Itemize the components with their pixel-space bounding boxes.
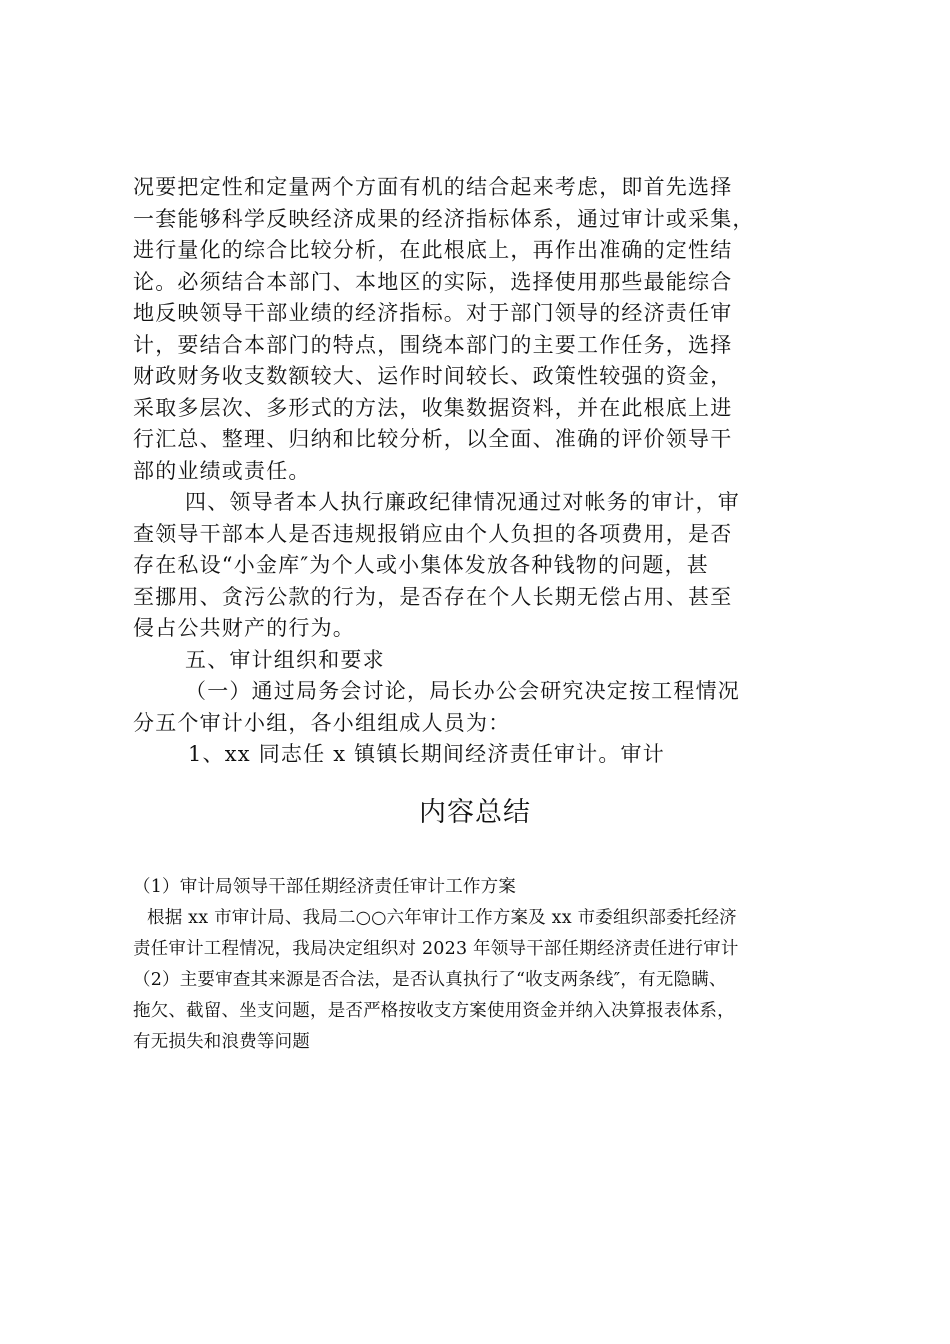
body-line: 采取多层次、多形式的方法，收集数据资料，并在此根底上进 xyxy=(133,395,733,420)
summary-line: （2）主要审查其来源是否合法，是否认真执行了“收支两条线″，有无隐瞒、 xyxy=(133,970,727,990)
summary-line: 有无损失和浪费等问题 xyxy=(133,1032,310,1052)
body-line: 一套能够科学反映经济成果的经济指标体系，通过审计或采集， xyxy=(133,206,755,231)
body-line: 部的业绩或责任。 xyxy=(133,458,311,483)
body-line: 进行量化的综合比较分析，在此根底上，再作出准确的定性结 xyxy=(133,238,733,262)
body-line: 查领导干部本人是否违规报销应由个人负担的各项费用，是否 xyxy=(133,521,733,546)
body-line: 况要把定性和定量两个方面有机的结合起来考虑，即首先选择 xyxy=(133,175,733,199)
body-line: 财政财务收支数额较大、运作时间较长、政策性较强的资金， xyxy=(133,364,733,388)
summary-section xyxy=(133,872,833,1058)
summary-line: （1）审计局领导干部任期经济责任审计工作方案 xyxy=(133,877,517,897)
body-line: 行汇总、整理、归纳和比较分析，以全面、准确的评价领导干 xyxy=(133,427,733,451)
body-line: 侵占公共财产的行为。 xyxy=(133,616,355,640)
body-line: 计，要结合本部门的特点，围绕本部门的主要工作任务，选择 xyxy=(133,332,733,357)
subsection-one-line: （一）通过局务会讨论，局长办公会研究决定按工程情况 xyxy=(185,679,740,703)
summary-line: 拖欠、截留、坐支问题，是否严格按收支方案使用资金并纳入决算报表体系， xyxy=(133,1001,735,1021)
body-text xyxy=(133,172,833,771)
body-line: 分五个审计小组，各小组组成人员为： xyxy=(133,710,511,735)
list-item-one: 1、xx 同志任 x 镇镇长期间经济责任审计。审计 xyxy=(188,742,665,766)
body-line: 存在私设“小金库″为个人或小集体发放各种钱物的问题，甚 xyxy=(133,553,709,577)
section-five-heading: 五、审计组织和要求 xyxy=(185,647,385,672)
section-four-heading: 四、领导者本人执行廉政纪律情况通过对帐务的审计，审 xyxy=(185,490,740,514)
body-line: 论。必须结合本部门、本地区的实际，选择使用那些最能综合 xyxy=(133,269,733,294)
summary-title: 内容总结 xyxy=(419,797,531,828)
body-line: 地反映领导干部业绩的经济指标。对于部门领导的经济责任审 xyxy=(133,301,733,325)
summary-line: 根据 xx 市审计局、我局二○○六年审计工作方案及 xx 市委组织部委托经济 xyxy=(147,908,737,928)
body-line: 至挪用、贪污公款的行为，是否存在个人长期无偿占用、甚至 xyxy=(133,584,733,609)
summary-line: 责任审计工程情况，我局决定组织对 2023 年领导干部任期经济责任进行审计 xyxy=(133,939,739,959)
